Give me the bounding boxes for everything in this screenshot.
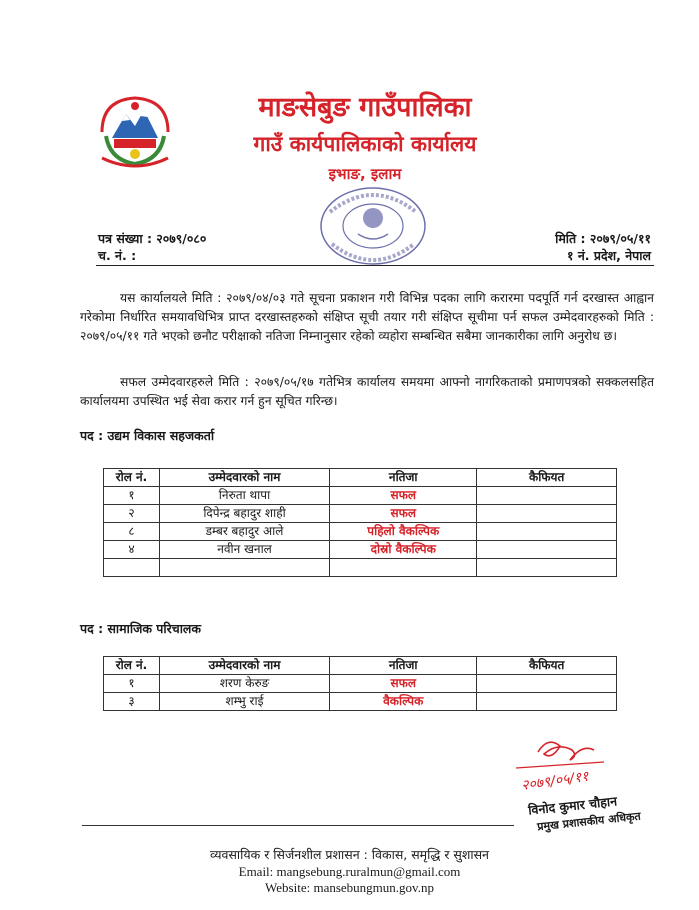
result-cell: वैकल्पिक: [330, 693, 477, 711]
result-table-1: [103, 468, 617, 577]
remark-cell: [477, 675, 617, 693]
table-row: [104, 559, 617, 577]
footer-slogan: व्यवसायिक र सिर्जनशील प्रशासन : विकास, समृद्धि र सुशासन: [210, 847, 489, 862]
roll-cell: ३: [104, 693, 160, 711]
name-cell: शरण केरुङ: [159, 675, 329, 693]
post-title-1: पद : उद्यम विकास सहजकर्ता: [80, 428, 215, 443]
name-cell: डम्बर बहादुर आले: [159, 523, 329, 541]
result-cell: [330, 559, 477, 577]
roll-cell: २: [104, 505, 160, 523]
post-title-2: पद : सामाजिक परिचालक: [80, 621, 202, 636]
result-cell: सफल: [330, 487, 477, 505]
footer-website: Website: mansebungmun.gov.np: [265, 880, 434, 895]
table-header-row: [104, 657, 617, 675]
result-table-2: [103, 656, 617, 711]
letter-date: मिति : २०७९/०५/११: [555, 231, 651, 246]
signatory-name: विनोद कुमार चौहान: [527, 793, 618, 818]
col-remark: कैफियत: [477, 657, 617, 675]
roll-cell: ८: [104, 523, 160, 541]
col-result: नतिजा: [330, 469, 477, 487]
table-row: [104, 523, 617, 541]
result-cell: पहिलो वैकल्पिक: [330, 523, 477, 541]
header-divider: [96, 265, 654, 266]
name-cell: [159, 559, 329, 577]
roll-cell: [104, 559, 160, 577]
col-remark: कैफियत: [477, 469, 617, 487]
table-row: [104, 541, 617, 559]
office-location: इभाङ, इलाम: [328, 165, 402, 183]
col-result: नतिजा: [330, 657, 477, 675]
footer-email: Email: mangsebung.ruralmun@gmail.com: [238, 864, 461, 879]
province-label: १ नं. प्रदेश, नेपाल: [567, 248, 651, 263]
dispatch-number: च. नं. :: [98, 248, 137, 263]
name-cell: नवीन खनाल: [159, 541, 329, 559]
signatory-designation: प्रमुख प्रशासकीय अधिकृत: [536, 809, 642, 834]
remark-cell: [477, 523, 617, 541]
remark-cell: [477, 559, 617, 577]
roll-cell: ४: [104, 541, 160, 559]
office-name: गाउँ कार्यपालिकाको कार्यालय: [253, 132, 477, 156]
col-roll: रोल नं.: [104, 469, 160, 487]
remark-cell: [477, 693, 617, 711]
footer-divider: [82, 825, 514, 826]
remark-cell: [477, 505, 617, 523]
roll-cell: १: [104, 675, 160, 693]
result-cell: दोस्रो वैकल्पिक: [330, 541, 477, 559]
remark-cell: [477, 541, 617, 559]
col-name: उम्मेदवारको नाम: [159, 657, 329, 675]
result-cell: सफल: [330, 675, 477, 693]
letter-number: पत्र संख्या : २०७९/०८०: [98, 231, 207, 246]
table-row: [104, 693, 617, 711]
roll-cell: १: [104, 487, 160, 505]
col-name: उम्मेदवारको नाम: [159, 469, 329, 487]
notice-paragraph-2: सफल उम्मेदवारहरुले मिति : २०७९/०५/१७ गतेभित्र कार्यालय समयमा आफ्नो नागरिकताको प्रमाणपत्रको सक्कलसहित कार्यालयमा उपस्थित भई सेवा करार गर्न हुन सूचित गरिन्छ।: [80, 375, 654, 408]
name-cell: दिपेन्द्र बहादुर शाही: [159, 505, 329, 523]
notice-paragraph-1: यस कार्यालयले मिति : २०७९/०४/०३ गते सूचना प्रकाशन गरी विभिन्न पदका लागि करारमा पदपूर्ति गर्न दरखास्त आह्वान गरेकोमा निर्धारित समयावधिभित्र प्राप्त दरखास्तहरुको संक्षिप्त सूची तयार गरी संक्षिप्त सूचीमा पर्न सफल उम्मेदवारहरुको मिति : २०७९/०५/११ गते भएको छनौट परीक्षाको नतिजा निम्नानुसार रहेको व्यहोरा सम्बन्धित सबैमा जानकारीका लागि अनुरोध छ।: [80, 291, 654, 343]
name-cell: निरुता थापा: [159, 487, 329, 505]
table-row: [104, 675, 617, 693]
nepal-emblem-icon: [92, 92, 178, 170]
office-seal-icon: [318, 184, 428, 268]
col-roll: रोल नं.: [104, 657, 160, 675]
signature-date: २०७९/०५/११: [520, 768, 590, 794]
table-row: [104, 487, 617, 505]
table-header-row: [104, 469, 617, 487]
result-cell: सफल: [330, 505, 477, 523]
name-cell: शम्भु राई: [159, 693, 329, 711]
org-name: माङसेबुङ गाउँपालिका: [258, 92, 472, 123]
table-row: [104, 505, 617, 523]
remark-cell: [477, 487, 617, 505]
